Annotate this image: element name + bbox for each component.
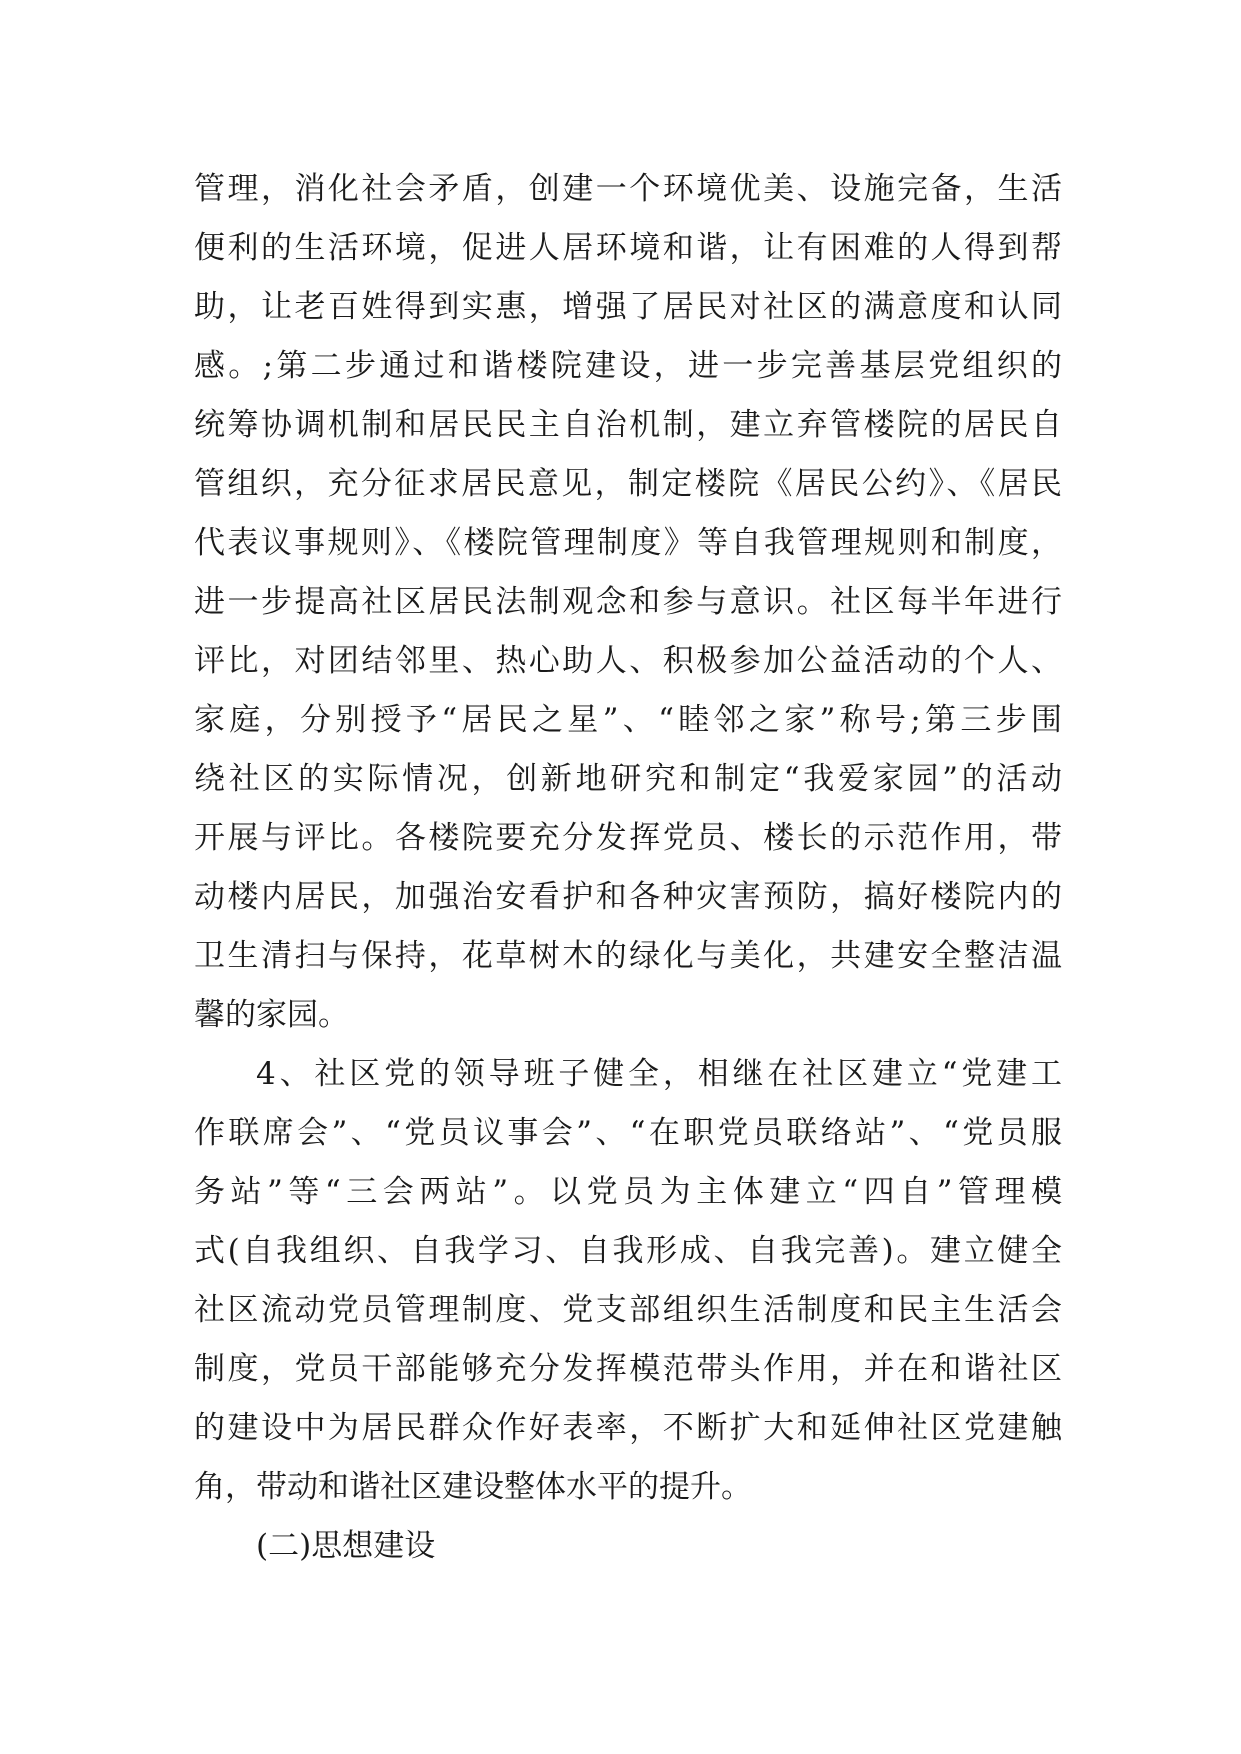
text-line: 式(自我组织、自我学习、自我形成、自我完善)。建立健全: [194, 1233, 1062, 1269]
document-body: [194, 160, 1062, 1576]
text-line: 4、社区党的领导班子健全，相继在社区建立“党建工: [256, 1056, 1062, 1092]
paragraph-2: [194, 1045, 1062, 1517]
text-line: 卫生清扫与保持，花草树木的绿化与美化，共建安全整洁温: [194, 938, 1062, 974]
text-line: 馨的家园。: [194, 997, 349, 1033]
text-line: 管组织，充分征求居民意见，制定楼院《居民公约》、《居民: [194, 466, 1062, 502]
text-line: 感。;第二步通过和谐楼院建设，进一步完善基层党组织的: [194, 348, 1062, 384]
text-line: 代表议事规则》、《楼院管理制度》等自我管理规则和制度，: [194, 525, 1062, 561]
text-line: 作联席会”、“党员议事会”、“在职党员联络站”、“党员服: [194, 1115, 1062, 1151]
text-line: 便利的生活环境，促进人居环境和谐，让有困难的人得到帮: [194, 230, 1062, 266]
text-line: 开展与评比。各楼院要充分发挥党员、楼长的示范作用，带: [194, 820, 1062, 856]
text-line: 务站”等“三会两站”。以党员为主体建立“四自”管理模: [194, 1174, 1062, 1210]
paragraph-1: [194, 160, 1062, 1045]
text-line: 管理，消化社会矛盾，创建一个环境优美、设施完备，生活: [194, 171, 1062, 207]
text-line: 角，带动和谐社区建设整体水平的提升。: [194, 1469, 752, 1505]
text-line: 评比，对团结邻里、热心助人、积极参加公益活动的个人、: [194, 643, 1062, 679]
text-line: 进一步提高社区居民法制观念和参与意识。社区每半年进行: [194, 584, 1062, 620]
text-line: 的建设中为居民群众作好表率，不断扩大和延伸社区党建触: [194, 1410, 1062, 1446]
text-line: 助，让老百姓得到实惠，增强了居民对社区的满意度和认同: [194, 289, 1062, 325]
text-line: 家庭，分别授予“居民之星”、“睦邻之家”称号;第三步围: [194, 702, 1062, 738]
text-line: 制度，党员干部能够充分发挥模范带头作用，并在和谐社区: [194, 1351, 1062, 1387]
text-line: 统筹协调机制和居民民主自治机制，建立弃管楼院的居民自: [194, 407, 1062, 443]
text-line: 社区流动党员管理制度、党支部组织生活制度和民主生活会: [194, 1292, 1062, 1328]
section-heading: (二)思想建设: [256, 1528, 436, 1564]
text-line: 绕社区的实际情况，创新地研究和制定“我爱家园”的活动: [194, 761, 1062, 797]
text-line: 动楼内居民，加强治安看护和各种灾害预防，搞好楼院内的: [194, 879, 1062, 915]
